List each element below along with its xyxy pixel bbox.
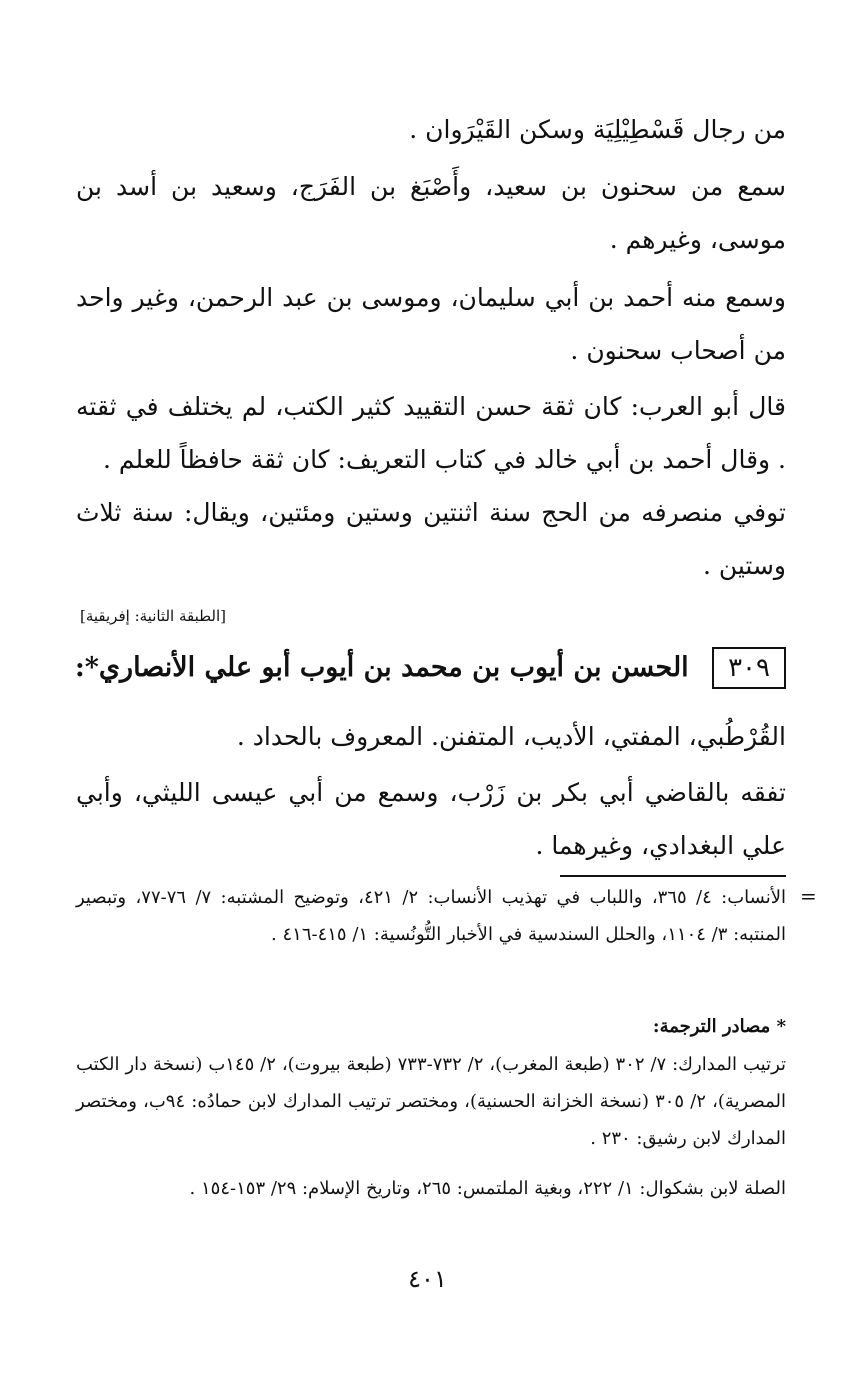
entry-heading xyxy=(74,646,786,690)
entry-name: الحسن بن أيوب بن محمد بن أيوب أبو علي الأنصاري*: xyxy=(74,652,689,683)
footnote-divider xyxy=(560,875,786,877)
paragraph-students: وسمع منه أحمد بن أبي سليمان، وموسى بن عبد الرحمن، وغير واحد من أصحاب سحنون . xyxy=(76,283,786,365)
entry-number-box: ٣٠٩ xyxy=(712,647,786,689)
sources-heading-text: * مصادر الترجمة: xyxy=(652,1016,786,1037)
section-tag: [الطبقة الثانية: إفريقية] xyxy=(80,607,227,625)
footnote-sources-madarik: ترتيب المدارك: ٧/ ٣٠٢ (طبعة المغرب)، ٢/ ٧٣٢-٧٣٣ (طبعة بيروت)، ٢/ ١٤٥ب (نسخة دار الكتب المصرية)، ٢/ ٣٠٥ (نسخة الخزانة الحسنية)، ومختصر ترتيب المدارك لابن حمادُه: ٩٤ب، ومختصر المدارك لابن رشيق: ٢٣٠ . xyxy=(76,1054,787,1149)
paragraph-assessment: قال أبو العرب: كان ثقة حسن التقييد كثير الكتب، لم يختلف في ثقته . وقال أحمد بن أبي خالد في كتاب التعريف: كان ثقة حافظاً للعلم . xyxy=(76,392,786,474)
paragraph-teachers: سمع من سحنون بن سعيد، وأَصْبَغ بن الفَرَج، وسعيد بن أسد بن موسى، وغيرهم . xyxy=(76,172,786,254)
paragraph-study: تفقه بالقاضي أبي بكر بن زَرْب، وسمع من أبي عيسى الليثي، وأبي علي البغدادي، وغيرهما . xyxy=(76,778,786,860)
paragraph-nisba: القُرْطُبي، المفتي، الأديب، المتفنن. المعروف بالحداد . xyxy=(236,722,786,751)
paragraph-death: توفي منصرفه من الحج سنة اثنتين وستين ومئتين، ويقال: سنة ثلاث وستين . xyxy=(76,498,786,580)
footnote-continued: الأنساب: ٤/ ٣٦٥، واللباب في تهذيب الأنساب: ٢/ ٤٢١، وتوضيح المشتبه: ٧/ ٧٦-٧٧، وتبصير المنتبه: ٣/ ١١٠٤، والحلل السندسية في الأخبار التُّونُسية: ١/ ٤١٥-٤١٦ . xyxy=(76,887,786,945)
paragraph-origin: من رجال قَسْطِيْلِيَة وسكن القَيْرَوان . xyxy=(409,115,786,144)
page-number: ٤٠١ xyxy=(408,1265,447,1293)
footnote-sources-sila: الصلة لابن بشكوال: ١/ ٢٢٢، وبغية الملتمس: ٢٦٥، وتاريخ الإسلام: ٢٩/ ١٥٣-١٥٤ . xyxy=(189,1178,786,1199)
footnote-continuation-mark: = xyxy=(800,884,817,908)
footnote-sources-heading xyxy=(76,1008,786,1045)
